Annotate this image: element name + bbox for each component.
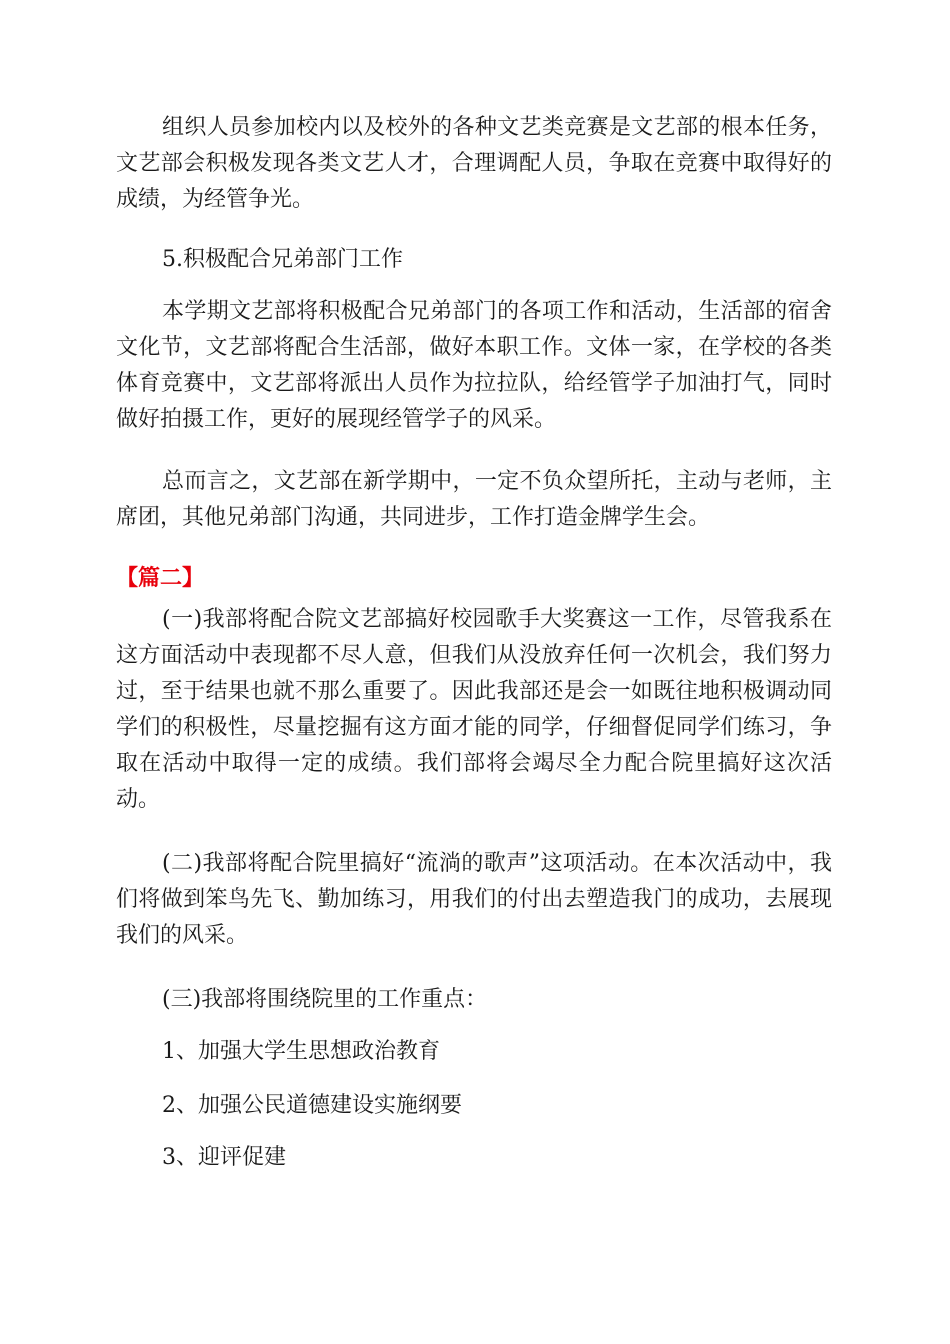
paragraph-arts-competitions: 组织人员参加校内以及校外的各种文艺类竞赛是文艺部的根本任务，文艺部会积极发现各类文艺人才，合理调配人员，争取在竞赛中取得好的成绩，为经管争光。: [116, 115, 832, 212]
paragraph-cooperate-departments: 本学期文艺部将积极配合兄弟部门的各项工作和活动，生活部的宿舍文化节，文艺部将配合生活部，做好本职工作。文体一家，在学校的各类体育竞赛中，文艺部将派出人员作为拉拉队，给经管学子加油打气，同时做好拍摄工作，更好的展现经管学子的风采。: [116, 299, 832, 432]
heading-cooperate-departments: 5.积极配合兄弟部门工作: [162, 247, 403, 272]
paragraph-flowing-songs: (二)我部将配合院里搞好“流淌的歌声”这项活动。在本次活动中，我们将做到笨鸟先飞、勤加练习，用我们的付出去塑造我门的成功，去展现我们的风采。: [116, 851, 832, 948]
section-heading-part-two: 【篇二】: [116, 566, 205, 591]
paragraph-singer-contest: (一)我部将配合院文艺部搞好校园歌手大奖赛这一工作，尽管我系在这方面活动中表现都不尽人意，但我们从没放弃任何一次机会，我们努力过，至于结果也就不那么重要了。因此我部还是会一如既往地积极调动同学们的积极性，尽量挖掘有这方面才能的同学，仔细督促同学们练习，争取在活动中取得一定的成绩。我们部将会竭尽全力配合院里搞好这次活动。: [116, 607, 832, 812]
list-item-evaluation: 3、迎评促建: [162, 1145, 286, 1170]
paragraph-work-focus: (三)我部将围绕院里的工作重点：: [162, 987, 488, 1012]
list-item-political-education: 1、加强大学生思想政治教育: [162, 1039, 440, 1064]
paragraph-summary: 总而言之，文艺部在新学期中，一定不负众望所托，主动与老师，主席团，其他兄弟部门沟通，共同进步，工作打造金牌学生会。: [116, 469, 832, 530]
list-item-moral-construction: 2、加强公民道德建设实施纲要: [162, 1093, 462, 1118]
